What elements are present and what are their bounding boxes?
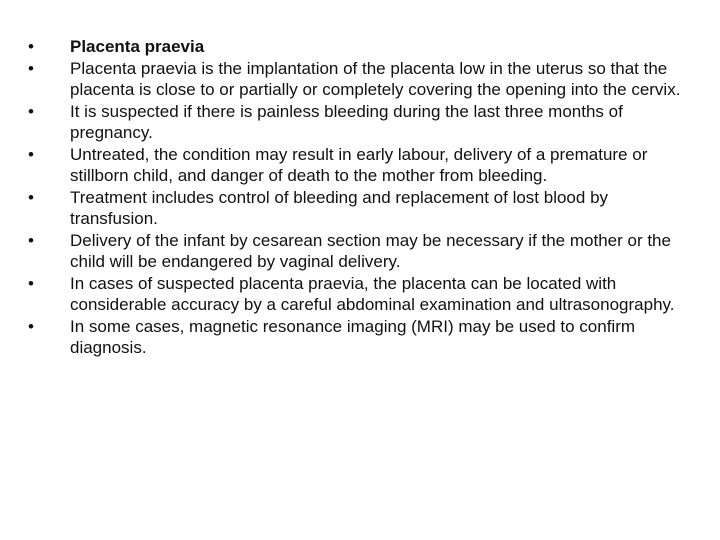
bullet-text-title: Placenta praevia: [70, 37, 205, 56]
bullet-item-treatment: [28, 187, 700, 230]
bullet-text-location: In cases of suspected placenta praevia, the placenta can be located with considerable accuracy by a careful abdominal examination and ultrasonography.: [70, 273, 675, 314]
bullet-item-suspicion: [28, 101, 700, 144]
bullet-item-location: [28, 273, 700, 316]
bullet-text-definition: Placenta praevia is the implantation of the placenta low in the uterus so that the placenta is close to or partially or completely covering the opening into the cervix.: [70, 58, 681, 99]
bullet-item-delivery: [28, 230, 700, 273]
bullet-icon: •: [28, 37, 34, 56]
bullet-list: [28, 36, 700, 359]
bullet-text-suspicion: It is suspected if there is painless bleeding during the last three months of pregnancy.: [70, 101, 623, 142]
bullet-text-delivery: Delivery of the infant by cesarean section may be necessary if the mother or the child will be endangered by vaginal delivery.: [70, 230, 671, 271]
bullet-icon: •: [28, 230, 34, 250]
bullet-item-mri: [28, 316, 700, 359]
bullet-text-mri: In some cases, magnetic resonance imaging (MRI) may be used to confirm diagnosis.: [70, 316, 636, 357]
bullet-text-treatment: Treatment includes control of bleeding and replacement of lost blood by transfusion.: [70, 187, 609, 228]
bullet-icon: •: [28, 58, 34, 78]
bullet-icon: •: [28, 316, 34, 336]
bullet-icon: •: [28, 101, 34, 121]
bullet-text-complications: Untreated, the condition may result in early labour, delivery of a premature or stillborn child, and danger of death to the mother from bleeding.: [70, 144, 648, 185]
bullet-icon: •: [28, 187, 34, 207]
bullet-icon: •: [28, 144, 34, 164]
bullet-item-complications: [28, 144, 700, 187]
bullet-item-title: [28, 36, 700, 58]
bullet-icon: •: [28, 273, 34, 293]
bullet-item-definition: [28, 58, 700, 101]
